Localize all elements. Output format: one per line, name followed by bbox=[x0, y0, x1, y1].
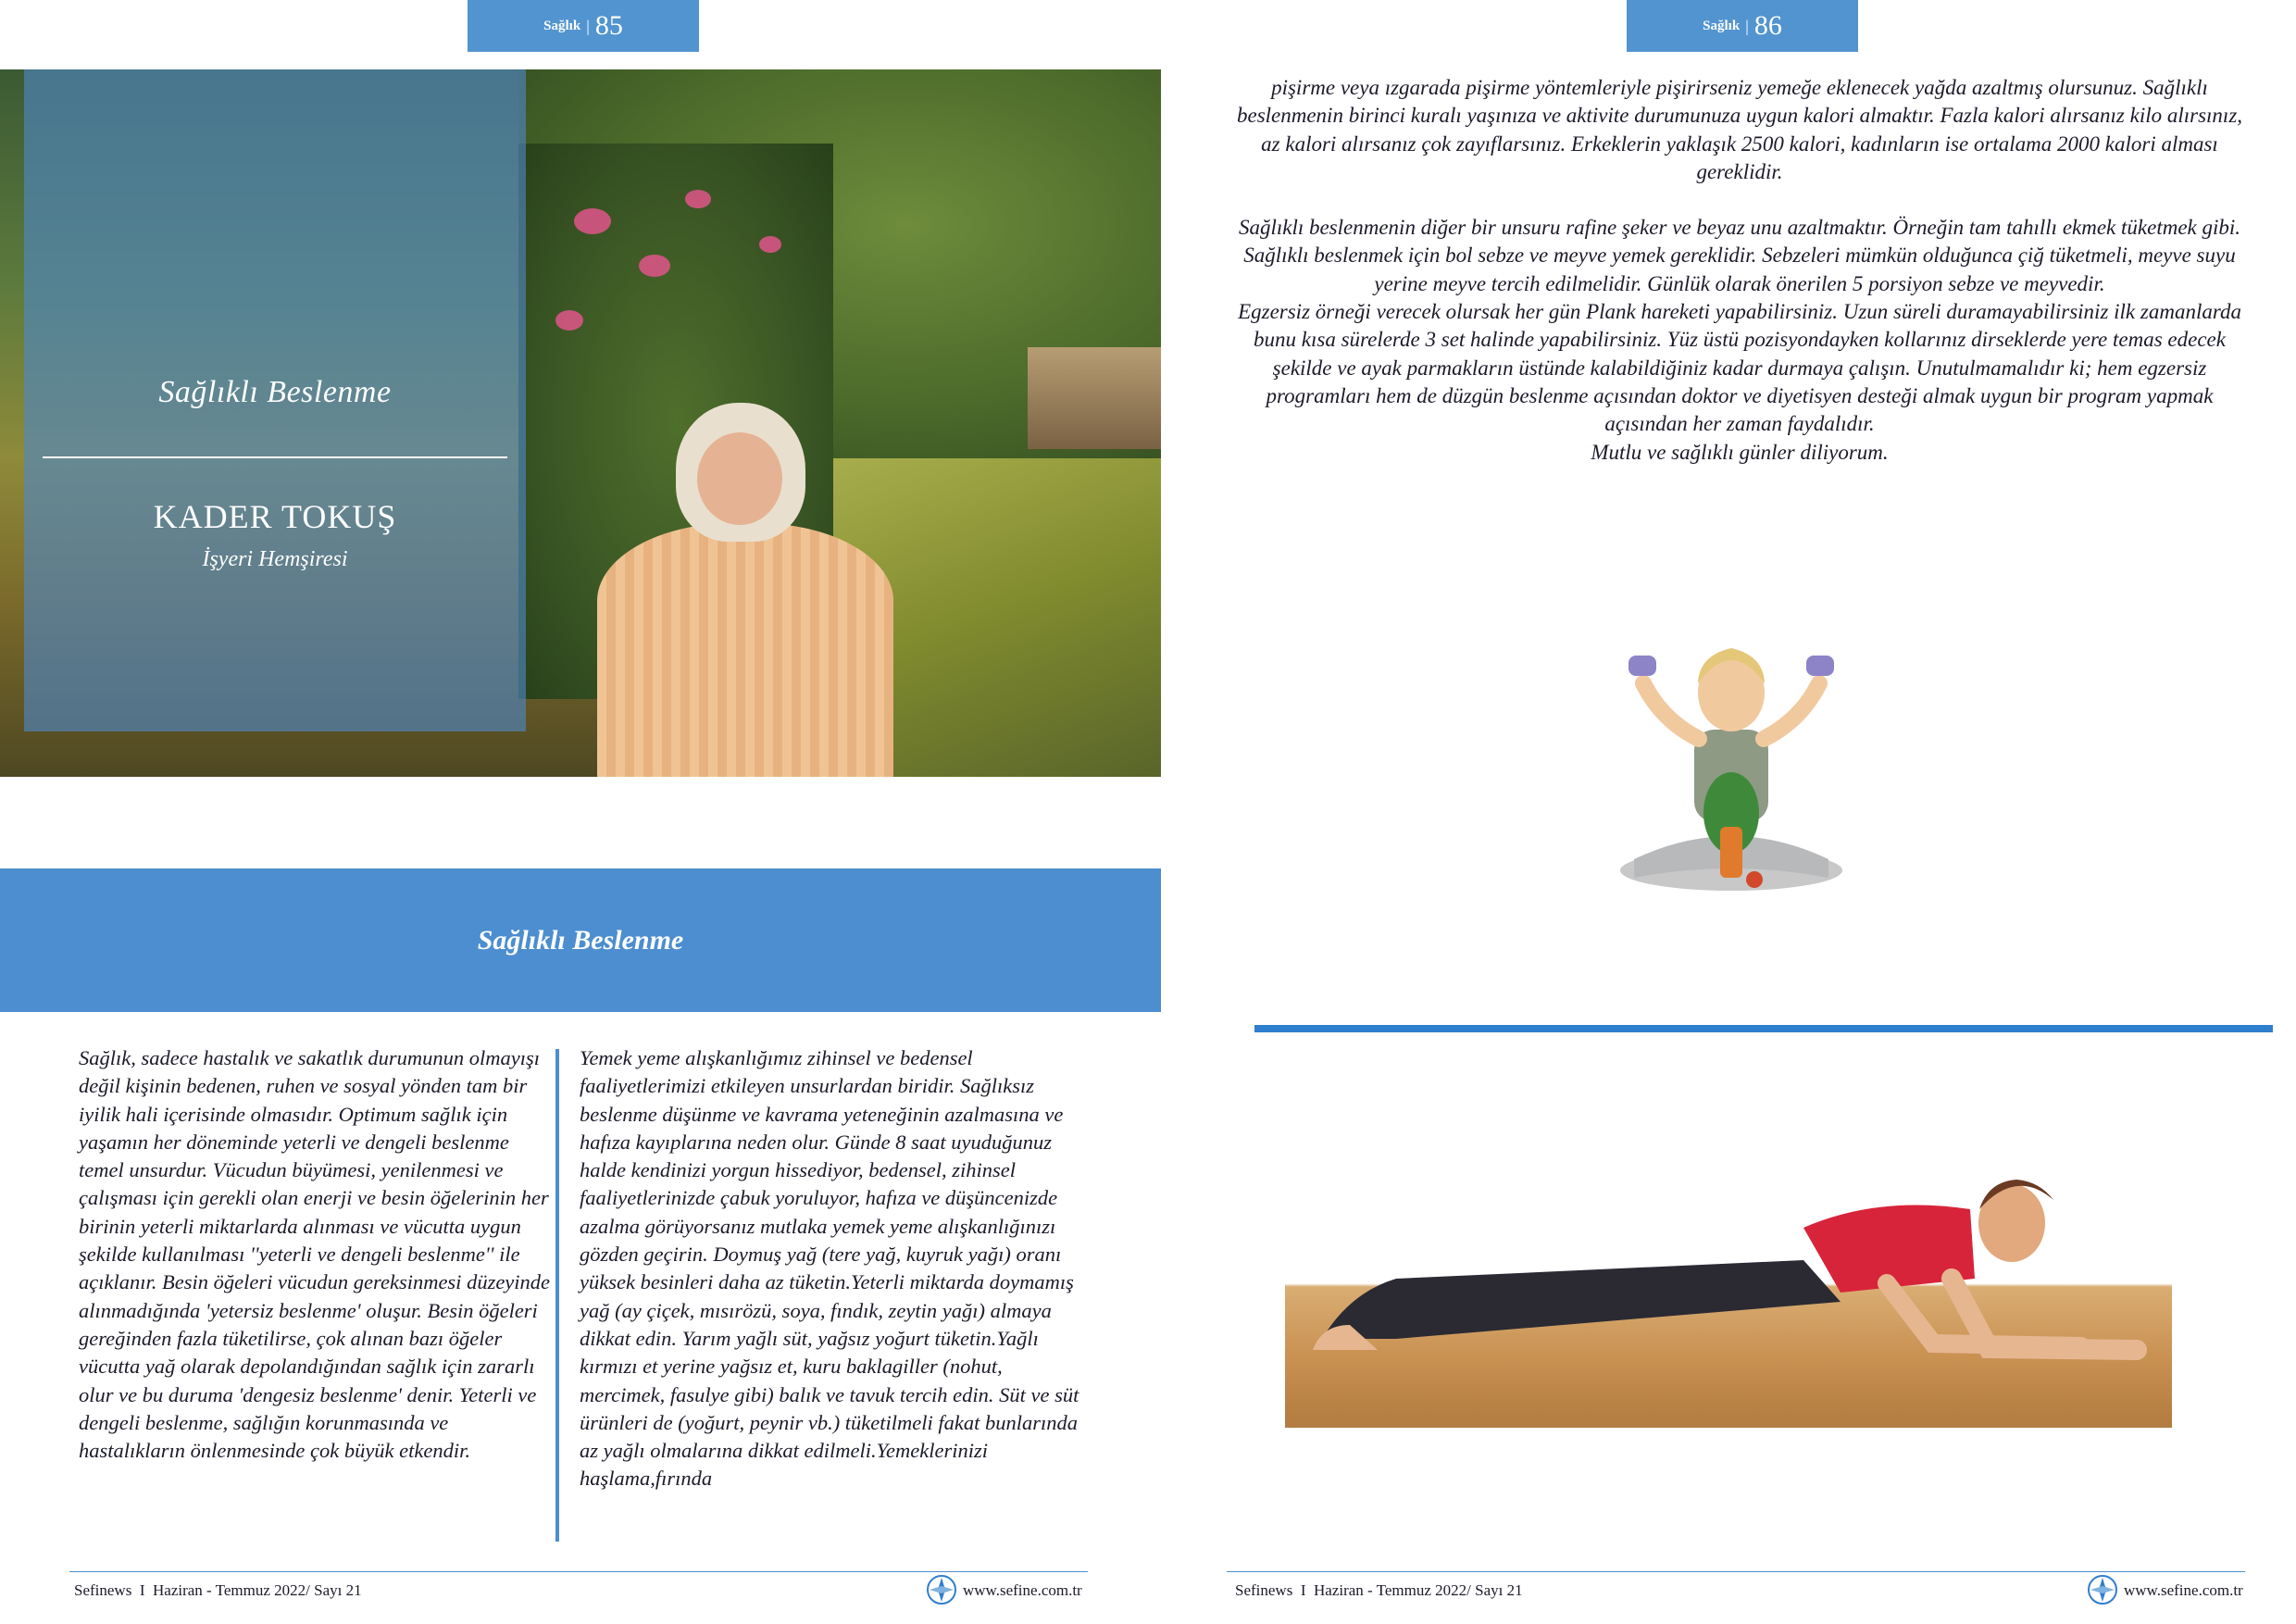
footer-issue-left bbox=[74, 1581, 362, 1600]
decorative-blue-rule bbox=[1254, 1025, 2273, 1032]
photo-flower bbox=[759, 236, 781, 253]
article-column-1 bbox=[79, 1044, 551, 1465]
page-header-separator: | bbox=[1745, 16, 1749, 35]
footer-separator: I bbox=[1300, 1581, 1306, 1599]
plank-figure bbox=[1285, 1107, 2172, 1428]
page-header-tab-left bbox=[468, 0, 699, 52]
author-name-card bbox=[24, 69, 526, 731]
page-header-tab-right bbox=[1627, 0, 1858, 52]
footer-rule-right bbox=[1227, 1571, 2245, 1572]
footer-issue: Haziran - Temmuz 2022/ Sayı 21 bbox=[1314, 1581, 1523, 1599]
footer-separator: I bbox=[139, 1581, 145, 1599]
page-header-separator: | bbox=[586, 16, 590, 35]
photo-person-dress bbox=[597, 523, 893, 777]
section-title: Sağlıklı Beslenme bbox=[477, 924, 684, 956]
article-paragraph: Sağlıklı beslenmenin diğer bir unsuru rafine şeker ve beyaz unu azaltmaktır. Örneğin tam tahıllı ekmek tüketmek gibi. Sağlıklı beslenmek için bol sebze ve meyve yemek gereklidir. Sebzeleri mümkün olduğunca çiğ tüketmeli, meyve suyu yerine meyve tercih edilmelidir. Günlük olarak önerilen 5 porsiyon sebze ve meyvedir. bbox=[1238, 216, 2241, 295]
author-name: KADER TOKUŞ bbox=[153, 498, 397, 535]
section-band bbox=[0, 868, 1161, 1012]
card-kicker: Sağlıklı Beslenme bbox=[158, 375, 392, 409]
sefine-logo-icon bbox=[2087, 1574, 2118, 1605]
footer-issue-right bbox=[1235, 1581, 1523, 1600]
footer-brand: Sefinews bbox=[74, 1581, 132, 1599]
photo-building bbox=[1028, 347, 1161, 449]
footer-rule-left bbox=[69, 1571, 1088, 1572]
column-divider bbox=[555, 1049, 559, 1542]
footer-url-right[interactable]: www.sefine.com.tr bbox=[2124, 1581, 2243, 1599]
photo-person bbox=[579, 403, 907, 777]
sefine-logo-icon bbox=[926, 1574, 957, 1605]
page-section-label: Sağlık bbox=[1703, 18, 1741, 33]
article-column-2 bbox=[580, 1044, 1091, 1493]
photo-flower bbox=[685, 190, 711, 208]
article-paragraph: pişirme veya ızgarada pişirme yöntemleriyle pişirirseniz yemeğe eklenecek yağda azaltmış olursunuz. Sağlıklı beslenmenin birinci kuralı yaşınıza ve aktivite durumunuza uygun kalori almaktır. Fazla kalori alırsanız kilo alırsınız, az kalori alırsanız çok zayıflarsınız. Erkeklerin yaklaşık 2500 kalori, kadınların ise ortalama 2000 kalori alması gereklidir. bbox=[1236, 76, 2243, 183]
article-continuation bbox=[1236, 74, 2243, 467]
article-paragraph: Sağlık, sadece hastalık ve sakatlık durumunun olmayışı değil kişinin bedenen, ruhen ve sosyal yönden tam bir iyilik hali içerisinde olmasıdır. Optimum sağlık için yaşamın her döneminde yeterli ve dengeli beslenme temel unsurdur. Vücudun büyümesi, yenilenmesi ve çalışması için gerekli olan enerji ve besin öğelerinin her birinin yeterli miktarlarda alınması ve vücutta uygun şekilde kullanılması ''yeterli ve dengeli beslenme'' ile açıklanır. Besin öğeleri vücudun gereksinmesi düzeyinde alınmadığında 'yetersiz beslenme' oluşur. Besin öğeleri gereğinden fazla tüketilirse, çok alınan bazı öğeler vücutta yağ olarak depolandığından sağlık için zararlı olur ve bu duruma 'dengesiz beslenme' denir. Yeterli ve dengeli beslenme, sağlığın korunmasında ve hastalıkların önlenmesinde çok büyük etkendir. bbox=[79, 1046, 551, 1463]
woman-with-dumbbells-image bbox=[1606, 628, 1856, 898]
plank-exercise-image bbox=[1285, 1107, 2172, 1428]
photo-flower bbox=[639, 255, 670, 277]
article-closing: Mutlu ve sağlıklı günler diliyorum. bbox=[1591, 440, 1889, 464]
page-number: 86 bbox=[1753, 10, 1782, 41]
page-section-label: Sağlık bbox=[543, 18, 581, 33]
photo-flower bbox=[574, 208, 611, 234]
card-divider bbox=[43, 456, 507, 458]
footer-issue: Haziran - Temmuz 2022/ Sayı 21 bbox=[153, 1581, 362, 1599]
article-paragraph: Egzersiz örneği verecek olursak her gün Plank hareketi yapabilirsiniz. Uzun süreli duramayabilirsiniz ilk zamanlarda bunu kısa sürelerde 3 set halinde yapabilirsiniz. Yüz üstü pozisyondayken kollarınız dirseklerde yere temas edecek şekilde ve ayak parmakların üstünde kalabildiğiniz kadar durmaya çalışın. Unutulmamalıdır ki; hem egzersiz programları hem de düzgün beslenme açısından doktor ve diyetisyen desteği almak uygun bir program yapmak açısından her zaman faydalıdır. bbox=[1238, 300, 2241, 436]
article-paragraph: Yemek yeme alışkanlığımız zihinsel ve bedensel faaliyetlerimizi etkileyen unsurlardan biridir. Sağlıksız beslenme düşünme ve kavrama yeteneğinin azalmasına ve hafıza kayıplarına neden olur. Günde 8 saat uyuduğunuz halde kendinizi yorgun hissediyor, bedensel, zihinsel faaliyetlerinizde çabuk yoruluyor, hafıza ve düşüncenizde azalma görüyorsanız mutlaka yemek yeme alışkanlığınızı gözden geçirin. Doymuş yağ (tere yağ, kuyruk yağı) oranı yüksek besinleri daha az tüketin.Yeterli miktarda doymamış yağ (ay çiçek, mısırözü, soya, fındık, zeytin yağı) almaya dikkat edin. Yarım yağlı süt, yağsız yoğurt tüketin.Yağlı kırmızı et yerine yağsız et, kuru baklagiller (nohut, mercimek, fasulye gibi) balık ve tavuk tercih edin. Süt ve süt ürünleri de (yoğurt, peynir vb.) tüketilmeli fakat bunlarında az yağlı olmalarına dikkat edilmeli.Yemeklerinizi haşlama,fırında bbox=[580, 1046, 1079, 1491]
author-role: İşyeri Hemşiresi bbox=[202, 547, 348, 571]
page-number: 85 bbox=[594, 10, 623, 41]
photo-flower bbox=[555, 310, 583, 331]
photo-person-face bbox=[697, 432, 782, 525]
footer-url-left[interactable]: www.sefine.com.tr bbox=[963, 1581, 1082, 1599]
paragraph-gap bbox=[1236, 186, 2243, 214]
footer-brand: Sefinews bbox=[1235, 1581, 1293, 1599]
